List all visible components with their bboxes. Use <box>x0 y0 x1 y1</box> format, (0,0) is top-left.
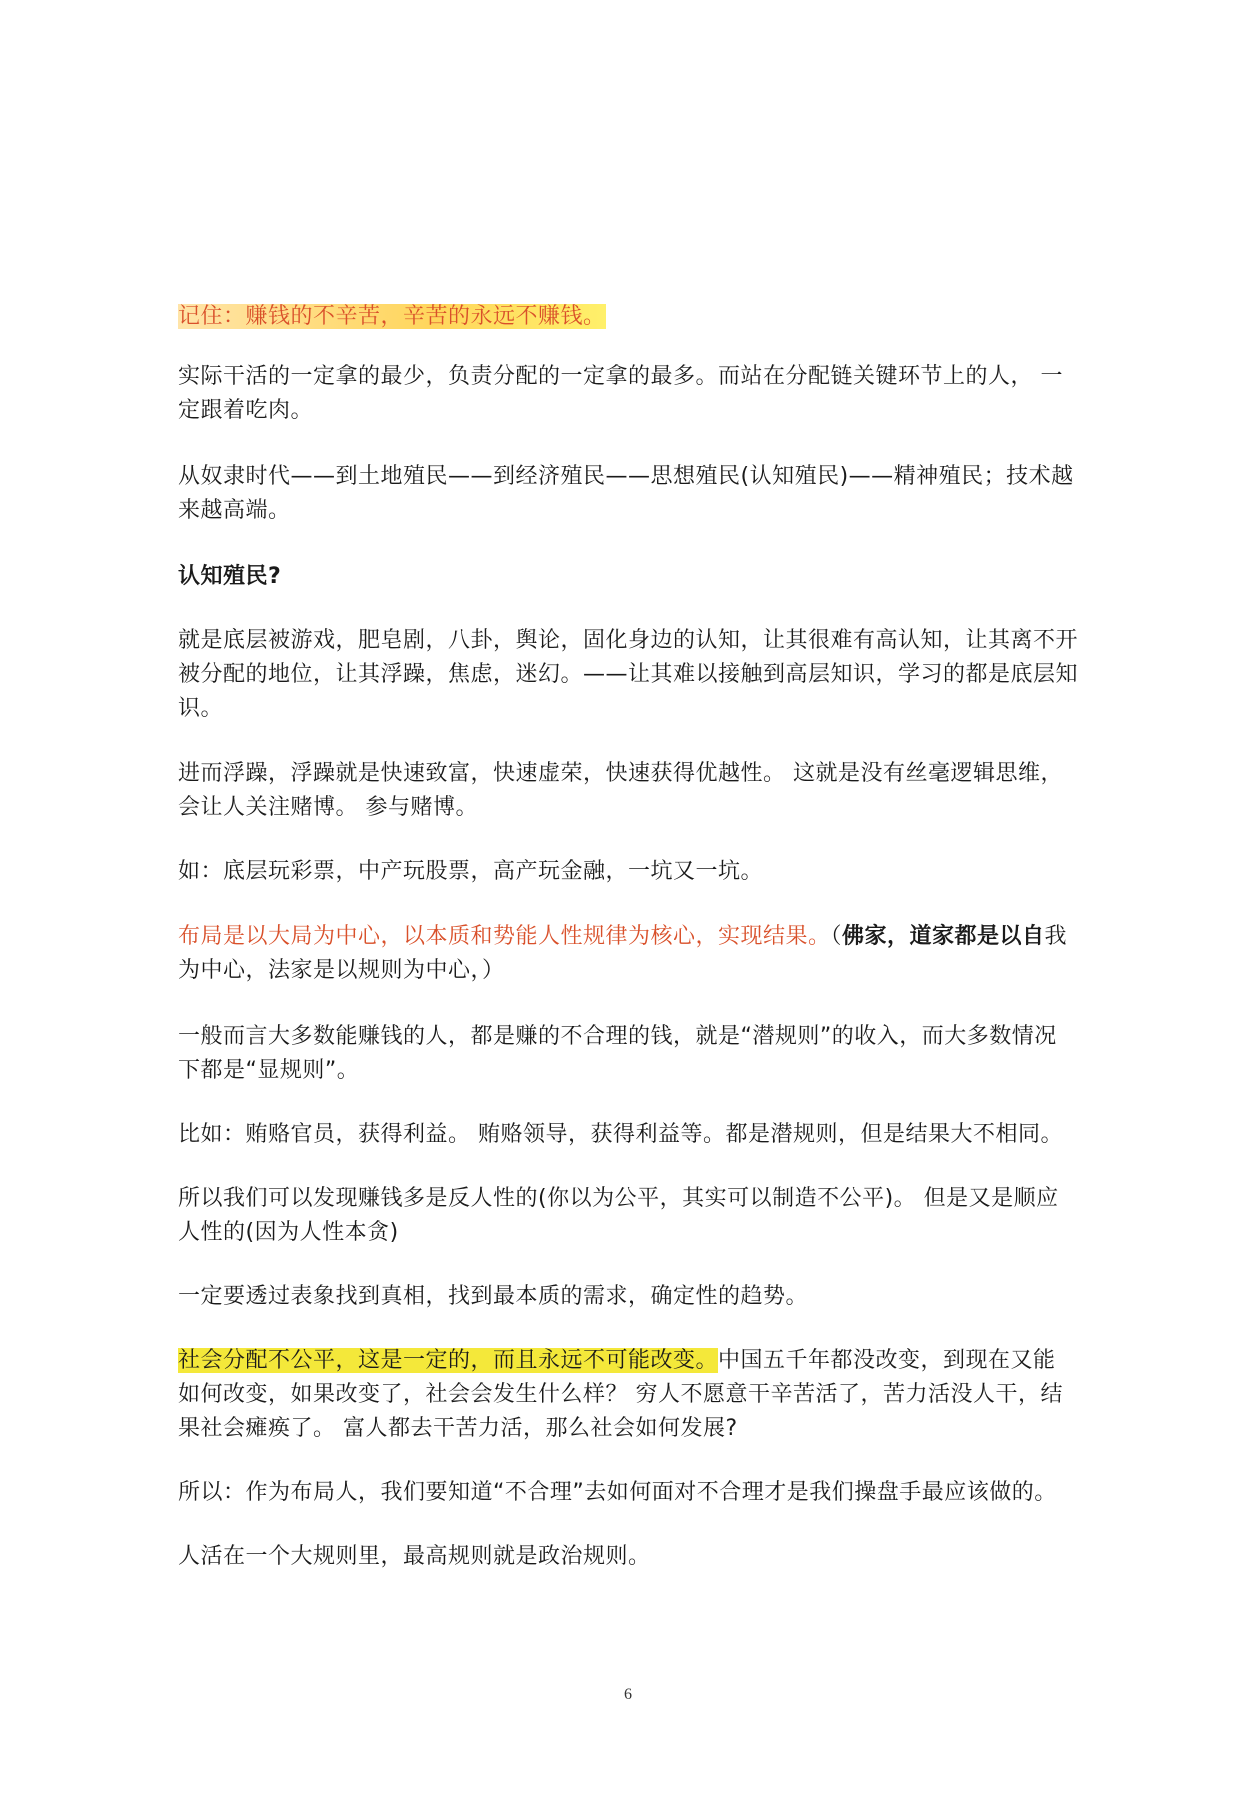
page-number: 6 <box>624 1686 632 1703</box>
paragraph: 如：底层玩彩票，中产玩股票，高产玩金融，一坑又一坑。 <box>178 859 764 884</box>
orange-emphasis-text: 布局是以大局为中心，以本质和势能人性规律为核心，实现结果。 <box>178 924 831 949</box>
paragraph: 人活在一个大规则里，最高规则就是政治规则。 <box>178 1544 651 1569</box>
paragraph: 从奴隶时代——到土地殖民——到经济殖民——思想殖民(认知殖民)——精神殖民；技术越来越高端。 <box>178 464 1074 523</box>
yellow-highlighted-text: 社会分配不公平，这是一定的，而且永远不可能改变。 <box>178 1348 719 1373</box>
quote-text: 记住：赚钱的不辛苦，辛苦的永远不赚钱。 <box>178 304 606 329</box>
paragraph: 一般而言大多数能赚钱的人，都是赚的不合理的钱，就是“潜规则”的收入，而大多数情况下都是“显规则”。 <box>178 1024 1057 1083</box>
paragraph: 一定要透过表象找到真相，找到最本质的需求，确定性的趋势。 <box>178 1284 809 1309</box>
paragraph: 比如：贿赂官员，获得利益。 贿赂领导，获得利益等。都是潜规则，但是结果大不相同。 <box>178 1122 1063 1147</box>
paragraph: 所以：作为布局人，我们要知道“不合理”去如何面对不合理才是我们操盘手最应该做的。 <box>178 1480 1057 1505</box>
highlighted-quote <box>178 300 1078 334</box>
paragraph: 实际干活的一定拿的最少，负责分配的一定拿的最多。而站在分配链关键环节上的人， 一定跟着吃肉。 <box>178 364 1063 423</box>
paragraph-continuation: 我为中心，法家是以规则为中心，） <box>178 924 1068 983</box>
bold-emphasis-text: 佛家，道家都是以自 <box>842 924 1045 949</box>
paragraph-social-distribution <box>178 1344 1078 1446</box>
paragraph: 所以我们可以发现赚钱多是反人性的(你以为公平，其实可以制造不公平)。 但是又是顺应人性的(因为人性本贪) <box>178 1186 1059 1245</box>
open-paren: （ <box>830 924 843 949</box>
paragraph: 进而浮躁，浮躁就是快速致富，快速虚荣，快速获得优越性。 这就是没有丝毫逻辑思维，会让人关注赌博。 参与赌博。 <box>178 761 1063 820</box>
page-body <box>178 300 1078 1574</box>
paragraph: 就是底层被游戏，肥皂剧，八卦，舆论，固化身边的认知，让其很难有高认知，让其离不开被分配的地位，让其浮躁，焦虑，迷幻。——让其难以接触到高层知识，学习的都是底层知识。 <box>178 628 1079 721</box>
paragraph-continuation: 中国五千年都没改变，到现在又能如何改变，如果改变了，社会会发生什么样？ 穷人不愿意干辛苦活了，苦力活没人干，结果社会瘫痪了。 富人都去干苦力活，那么社会如何发展? <box>178 1348 1063 1441</box>
section-heading: 认知殖民? <box>178 564 282 589</box>
paragraph-layout-principle <box>178 920 1078 988</box>
